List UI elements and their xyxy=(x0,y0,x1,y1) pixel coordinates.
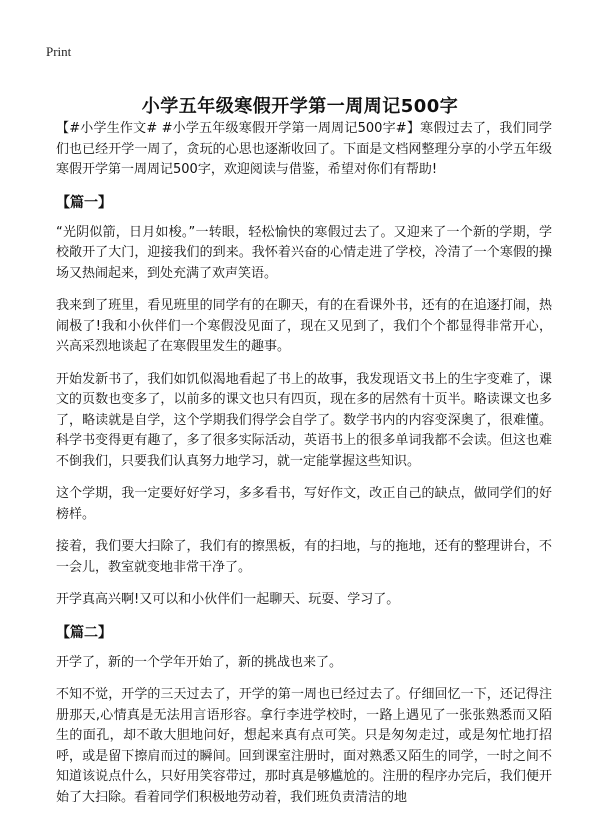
document-body xyxy=(56,119,552,820)
section-1-paragraph-1: “光阴似箭，日月如梭。”一转眼，轻松愉快的寒假过去了。又迎来了一个新的学期，学校敞开了大门，迎接我们的到来。我怀着兴奋的心情走进了学校，冷清了一个寒假的操场又热闹起来，到处充满了欢声笑语。 xyxy=(56,224,552,281)
document-title: 小学五年级寒假开学第一周周记500字 xyxy=(141,96,459,118)
section-1-paragraph-3: 开始发新书了，我们如饥似渴地看起了书上的故事，我发现语文书上的生字变难了，课文的页数也变多了，以前多的课文也只有四页，现在多的居然有十页半。略读课文也多了，略读就是自学，这个学期我们得学会自学了。数学书内的内容变深奥了，很难懂。科学书变得更有趣了，多了很多实际活动，英语书上的很多单词我都不会读。但这也难不倒我们，只要我们认真努力地学习，就一定能掌握这些知识。 xyxy=(56,371,552,469)
section-1-paragraph-4: 这个学期，我一定要好好学习，多多看书，写好作文，改正自己的缺点，做同学们的好榜样。 xyxy=(56,486,552,522)
section-2-paragraph-1: 开学了，新的一个学年开始了，新的挑战也来了。 xyxy=(56,654,343,670)
section-1-paragraph-6: 开学真高兴啊!又可以和小伙伴们一起聊天、玩耍、学习了。 xyxy=(56,592,400,607)
section-heading-2: 【篇二】 xyxy=(56,624,112,641)
section-1-paragraph-2: 我来到了班里，看见班里的同学有的在聊天，有的在看课外书，还有的在追逐打闹，热闹极了!我和小伙伴们一个寒假没见面了，现在又见到了，我们个个都显得非常开心，兴高采烈地谈起了在寒假里发生的趣事。 xyxy=(56,298,552,354)
section-heading-1: 【篇一】 xyxy=(56,194,112,211)
section-1-paragraph-5: 接着，我们要大扫除了，我们有的擦黑板，有的扫地，与的拖地，还有的整理讲台，不一会儿，教室就变地非常干净了。 xyxy=(56,539,552,575)
intro-paragraph: 【#小学生作文# #小学五年级寒假开学第一周周记500字#】寒假过去了，我们同学们也已经开学一周了，贪玩的心思也逐渐收回了。下面是文档网整理分享的小学五年级寒假开学第一周周记500字，欢迎阅读与借鉴，希望对你们有帮助! xyxy=(56,121,552,177)
section-2-paragraph-2: 不知不觉，开学的三天过去了，开学的第一周也已经过去了。仔细回忆一下，还记得注册那天,心情真是无法用言语形容。拿行李进学校时，一路上遇见了一张张熟悉而又陌生的面孔，却不敢大胆地问好，想起来真有点可笑。只是匆匆走过，或是匆忙地打招呼，或是留下擦肩而过的瞬间。回到课室注册时，面对熟悉又陌生的同学，一时之间不知道该说点什么，只好用笑容带过，那时真是够尴尬的。注册的程序办完后，我们便开始了大扫除。看着同学们积极地劳动着，我们班负责清洁的地 xyxy=(56,687,552,805)
print-link[interactable]: Print xyxy=(46,44,72,59)
